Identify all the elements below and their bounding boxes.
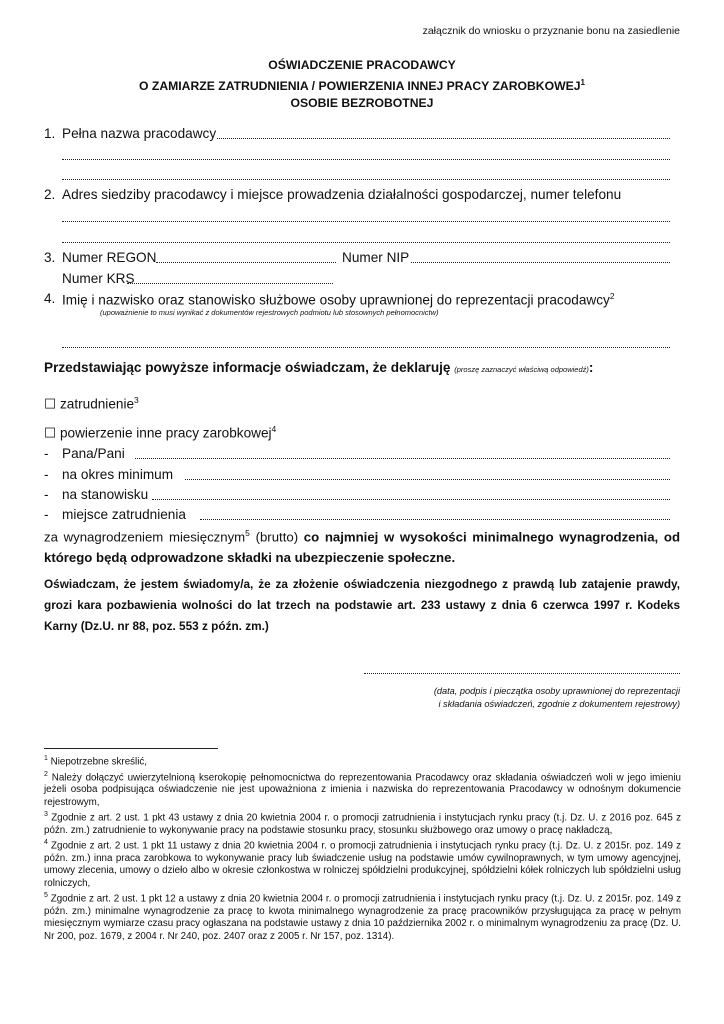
regon-field[interactable] <box>156 260 336 263</box>
footnote-number: 2 <box>44 770 48 778</box>
representative-label-text: Imię i nazwisko oraz stanowisko służbowe osoby uprawnionej do reprezentacji pracodawcy <box>62 292 610 308</box>
footnote <box>44 769 681 809</box>
employment-label: zatrudnienie <box>59 396 135 412</box>
footnote-text: Należy dołączyć uwierzytelnioną kserokopię pełnomocnictwa do reprezentowania Pracodawcy oraz składania oświadczeń woli w jego imieniu jeżeli osoba podpisująca oświadczenie nie jest upoważniona z imienia i nazwiska do reprezentowania Pracodawcy w odnośnym dokumencie rejestrowym, <box>44 771 681 808</box>
footnote-ref-5: 5 <box>245 528 250 538</box>
regon-label: Numer REGON <box>62 250 157 265</box>
nip-field[interactable] <box>411 260 670 263</box>
footnote-divider <box>44 748 218 749</box>
title-line-1: OŚWIADCZENIE PRACODAWCY <box>268 58 456 72</box>
footnote-ref-4: 4 <box>271 424 277 434</box>
declaration-lead-note: (proszę zaznaczyć właściwą odpowiedź) <box>454 365 589 374</box>
footnote-ref-1: 1 <box>580 78 585 87</box>
attachment-note: załącznik do wniosku o przyznanie bonu na zasiedlenie <box>422 25 680 37</box>
salary-gross: (brutto) <box>255 529 299 545</box>
employer-address-label: Adres siedziby pracodawcy i miejsce prowadzenia działalności gospodarczej, numer telefonu <box>62 187 622 202</box>
footnote-number: 5 <box>44 892 48 900</box>
footnote <box>44 809 681 837</box>
employer-address-field-line-2[interactable] <box>62 240 670 243</box>
period-label: na okres minimum <box>62 467 174 482</box>
dash-3: - <box>44 487 49 502</box>
footnote-text: Zgodnie z art. 2 ust. 1 pkt 11 ustawy z dnia 20 kwietnia 2004 r. o promocji zatrudnienia i instytucjach rynku pracy (t.j. Dz. U. z 2015r. poz. 149 z późn. zm.) inna praca zarobkowa to wykonywanie pracy lub świadczenie usług na podstawie umów cywilnoprawnych, w tym umowy agencyjnej, umowy zlecenia, umowy o dzieło albo w okresie członkostwa w rolniczej spółdzielni produkcyjnej, spółdzielni kółek rolniczych lub spółdzielni usług rolniczych, <box>44 840 681 889</box>
representative-label <box>62 291 615 308</box>
declaration-lead <box>44 360 593 375</box>
employer-name-field-line-3[interactable] <box>62 177 670 180</box>
footnote-text: Zgodnie z art. 2 ust. 1 pkt 43 ustawy z dnia 20 kwietnia 2004 r. o promocji zatrudnienia i instytucjach rynku pracy (t.j. Dz. U. z 2016 poz. 645 z późn. zm.) zatrudnienie to wykonywanie pracy na podstawie stosunku pracy, stosunku służbowego oraz umowy o pracę nakładczą, <box>44 812 681 836</box>
option-other-work[interactable] <box>44 424 276 442</box>
signature-field[interactable] <box>364 671 680 674</box>
dash-2: - <box>44 467 49 482</box>
footnote <box>44 753 681 769</box>
legal-statement: Oświadczam, że jestem świadomy/a, że za złożenie oświadczenia niezgodnego z prawdą lub zatajenie prawdy, grozi kara pozbawienia wolności do lat trzech na podstawie art. 233 ustawy z dnia 6 czerwca 1997 r. Kodeks Karny (Dz.U. nr 88, poz. 553 z późn. zm.) <box>44 577 680 633</box>
workplace-field[interactable] <box>200 517 670 520</box>
footnote-text: Zgodnie z art. 2 ust. 1 pkt 12 a ustawy z dnia 20 kwietnia 2004 r. o promocji zatrudnienia i instytucjach rynku pracy (t.j. Dz. U. z 2015r. poz. 149 z późn. zm.) minimalne wynagrodzenie za pracę to kwota minimalnego wynagrodzenie za pracę pracowników przysługująca za pracę w pełnym miesięcznym wymiarze czasu pracy ogłaszana na podstawie ustawy z dnia 10 października 2002 r. o minimalnym wynagrodzeniu za pracę (Dz. U. Nr 200, poz. 1679, z 2004 r. Nr 240, poz. 2407 oraz z 2005 r. Nr 157, poz. 1314). <box>44 893 681 942</box>
krs-field[interactable] <box>127 281 333 284</box>
dash-4: - <box>44 507 49 522</box>
employer-name-label: Pełna nazwa pracodawcy <box>62 126 217 141</box>
footnote-ref-2: 2 <box>609 291 615 301</box>
signature-note-line-2: i składania oświadczeń, zgodnie z dokumentem rejestrowy) <box>438 699 680 709</box>
signature-note-line-1: (data, podpis i pieczątka osoby uprawnionej do reprezentacji <box>433 686 680 696</box>
employer-address-field[interactable] <box>62 219 670 222</box>
workplace-label: miejsce zatrudnienia <box>62 507 186 522</box>
dash-1: - <box>44 446 49 461</box>
document-title <box>0 57 724 112</box>
footnote-number: 4 <box>44 839 48 847</box>
footnotes <box>44 753 681 943</box>
salary-bold-text: co najmniej w wysokości minimalnego wynagrodzenia, od którego będą odprowadzone składki na ubezpieczenie społeczne. <box>44 529 680 566</box>
footnote <box>44 837 681 890</box>
footnote-ref-3: 3 <box>134 395 139 405</box>
other-work-checkbox[interactable]: ☐ <box>44 425 57 441</box>
salary-paragraph <box>44 523 680 568</box>
footnote-number: 1 <box>44 755 48 762</box>
footnote-number: 3 <box>44 811 48 819</box>
representative-note: (upoważnienie to musi wynikać z dokumentów rejestrowych podmiotu lub stosownych pełnomocnictw) <box>100 308 439 317</box>
employer-name-field[interactable] <box>217 136 670 139</box>
krs-label: Numer KRS <box>62 271 135 286</box>
signature-note <box>434 685 680 711</box>
person-label: Pana/Pani <box>62 446 125 461</box>
nip-label: Numer NIP <box>342 250 410 265</box>
field-1-number: 1. <box>44 126 56 141</box>
representative-field[interactable] <box>62 345 670 348</box>
employer-name-field-line-2[interactable] <box>62 157 670 160</box>
title-line-2-text: O ZAMIARZE ZATRUDNIENIA / POWIERZENIA INNEJ PRACY ZAROBKOWEJ <box>139 79 581 94</box>
period-field[interactable] <box>185 477 670 480</box>
title-line-2 <box>0 74 724 95</box>
person-field[interactable] <box>135 456 670 459</box>
footnote-text: Niepotrzebne skreślić, <box>50 756 148 768</box>
field-4-number: 4. <box>44 291 56 306</box>
salary-text: za wynagrodzeniem miesięcznym <box>44 529 246 545</box>
option-employment[interactable] <box>44 395 139 413</box>
footnote <box>44 890 681 943</box>
employment-checkbox[interactable]: ☐ <box>44 396 57 412</box>
other-work-label: powierzenie inne pracy zarobkowej <box>59 425 272 441</box>
position-label: na stanowisku <box>62 487 149 502</box>
field-2-number: 2. <box>44 187 56 202</box>
declaration-lead-text: Przedstawiając powyższe informacje oświadczam, że deklaruję <box>44 360 451 375</box>
position-field[interactable] <box>152 497 670 500</box>
title-line-3: OSOBIE BEZROBOTNEJ <box>290 96 434 111</box>
declaration-colon: : <box>588 360 594 375</box>
field-3-number: 3. <box>44 250 56 265</box>
